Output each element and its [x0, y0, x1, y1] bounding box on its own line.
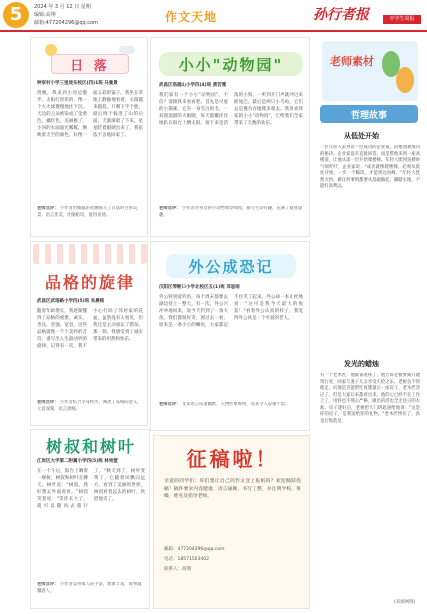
header-divider	[0, 30, 427, 32]
call-contact: 联系人：高翔	[164, 567, 191, 572]
page-number: 5	[3, 2, 29, 28]
article-body: 我们家有一个小小"动物园"，不信？请跟我来看看吧。首先是可爱的小猫咪，它有一身雪白的毛，一双圆溜溜的大眼睛，每天都懒洋洋地趴在阳台上晒太阳。接下来是活泼的小狗，一听到开门声就冲过来摇尾巴。最后是两只小乌龟，它们总是慢吞吞地爬来爬去。我喜欢我家的小小"动物园"，它给我们全家带来了无数的欢乐。	[159, 93, 303, 126]
article-byline: 武昌区珞珈山小学四(4)班 黄若雅	[159, 83, 227, 88]
article-byline: 汉阳区琴断口小学北校区五(1)班 邓思雨	[159, 285, 240, 290]
issue-date: 2024 年 3 月 12 日 星期	[34, 4, 91, 10]
comment-text: 小作者运用拟人的手法，想象丰富，故事温馨感人。	[37, 582, 142, 594]
article-byline: 钟家村小学三里坡东校区(四)1班 马曼景	[37, 81, 118, 86]
comment-text: 文章语言诙谐幽默，人物形象鲜明，读来令人忍俊不禁。	[181, 402, 290, 407]
comment-label: 老师点评：	[159, 402, 181, 407]
cloud-icon	[119, 46, 135, 54]
article-character	[30, 241, 148, 426]
teacher-comment	[37, 582, 145, 608]
comment-label: 老师点评：	[37, 206, 59, 211]
issue-meta	[34, 3, 98, 27]
article-body: 外公特别爱钓鱼，每个周末都要去湖边待上一整天。有一次，外公兴冲冲地回来，说今天钓到了一条大鱼。我们都很好奇，围过去一看，原来是一条小小的鲫鱼，大家都忍不住笑了起来。外公却一本正经地说："这可是我今天最大的收获！"看着外公认真的样子，我觉得外公真是一个可爱的老人。	[159, 295, 303, 328]
call-text: 亲爱的同学们：你们想让自己的作文登上报纸吗？欢迎踊跃投稿！稿件要求内容健康、语言通顺、书写工整，并注明学校、班级、姓名及指导老师。	[164, 479, 301, 499]
article-grandpa	[150, 241, 310, 431]
article-tree	[30, 429, 150, 609]
article-title: 树叔和树叶	[45, 436, 136, 456]
teacher-comment	[37, 206, 143, 234]
comment-label: 老师点评：	[159, 206, 181, 211]
article-title: 品格的旋律	[44, 272, 135, 292]
comment-label: 老师点评：	[37, 582, 59, 587]
article-body: 随着年龄增长，我逐渐懂得了品格的重要。诚实、善良、坚强、宽容，这些品格就像一个个美妙的音符，谱写出人生最动听的旋律。记得有一次，我不小心打碎了邻居家的花盆，虽然没有人看见，但我还是主动承认了错误。那一刻，我感受到了诚实带来的坦然和快乐。	[37, 309, 143, 349]
comment-text: 小作者对身边的小动物观察细致，描写生动有趣，充满了童真童趣。	[159, 206, 303, 218]
call-phone: 电话：18571503402	[164, 557, 209, 562]
editor-name: 编辑:高翔	[34, 12, 56, 18]
right-column	[314, 37, 424, 609]
article-title: 日 落	[51, 54, 129, 74]
comment-text: 小作者结合亲身经历，阐述了品格的意义，立意深刻，语言流畅。	[37, 400, 142, 412]
source-note: (来源网络)	[394, 600, 416, 605]
newspaper-title: 孙行者报	[313, 7, 369, 23]
story-title: 从低处开始	[344, 132, 379, 140]
section-title: 作文天地	[165, 10, 218, 24]
story-body: 一位年轻人去拜访一位成功的企业家，向他请教成功的秘诀。企业家没有直接回答，而是带他来到一座高楼前，让他从第一层开始爬楼梯。年轻人爬到顶楼时气喘吁吁，企业家说："成功就像爬楼梯，必须从低处开始，一步一个脚印，才能到达顶峰。"年轻人恍然大悟。做任何事情都要从基础做起，脚踏实地，不能好高骛远。	[320, 145, 420, 189]
teacher-comment	[37, 400, 143, 424]
comment-label: 老师点评：	[37, 400, 59, 405]
column-banner: 哲理故事	[320, 105, 418, 123]
teacher-comment	[159, 206, 303, 234]
call-for-submissions	[153, 435, 310, 609]
page-header	[0, 0, 427, 32]
article-little-zoo	[150, 37, 310, 237]
call-email: 邮箱：477204296@qq.com	[164, 547, 225, 552]
music-decoration	[33, 244, 147, 264]
story-title: 发光的蜡烛	[344, 360, 379, 368]
article-byline: 武昌区武珞路小学四(5)班 朱晨铭	[37, 299, 105, 304]
newspaper-badge: 中学生周报	[383, 15, 421, 24]
article-title: 小小"动物园"	[159, 52, 303, 76]
editor-email: 邮箱:477204296@qq.com	[34, 20, 98, 26]
illustration	[322, 41, 418, 101]
illustration-text: 老师素材	[330, 55, 374, 68]
leaf-icon	[396, 67, 414, 93]
article-body: 在一个午后，阳台上晒着一棵树，树叔和树叶在聊天。树叶说："树叔，我好想去外面看看。"树叔笑着说："等你长大了，就可以随风去旅行了。"秋天到了，树叶变黄了，它随着风飘向远方，看到了美丽的世界。树叔看着远去的树叶，欣慰地笑了。	[37, 469, 145, 509]
teacher-comment	[159, 402, 303, 428]
article-byline: 江岸区大学第二附属小学四(5)班 林宛萱	[37, 459, 118, 464]
comment-text: 小作者用细腻的笔触描写了日落时分的美景，语言优美，比喻贴切，值得表扬。	[37, 206, 138, 218]
story-body: 有一个老木匠，他准备退休了，他告诉老板要离开建筑行业，回家与妻子儿女享受天伦之乐。老板舍不得他走，问他是否能帮忙再建最后一座房子，老木匠答应了。但是大家后来都看出来，他的心已经不在工作上了，用料也不那么严格，做出的活也全无往日的水准。房子建好后，老板把大门钥匙递给他说："这是你的房子，是我送给你的礼物。"老木匠愣住了，真是后悔莫及。	[320, 373, 420, 424]
call-title: 征稿啦！	[186, 446, 279, 471]
article-title: 外公成恐记	[166, 254, 296, 278]
article-sunset	[30, 37, 148, 237]
article-body: 傍晚，我来到小河边散步。太阳红彤彤的，像一个大火球慢慢地往下沉。天边的云朵被染成了金黄色、橘红色，美丽极了。小河的水面波光粼粼，倒映着天空的颜色，好像一面五彩的镜子。我坐在草地上静静地看着，太阳越来越低，只剩下半个脸，最后终于躲进了山的后面。天渐渐暗了下来，星星眨着眼睛出来了，我依依不舍地回家了。	[37, 91, 143, 138]
